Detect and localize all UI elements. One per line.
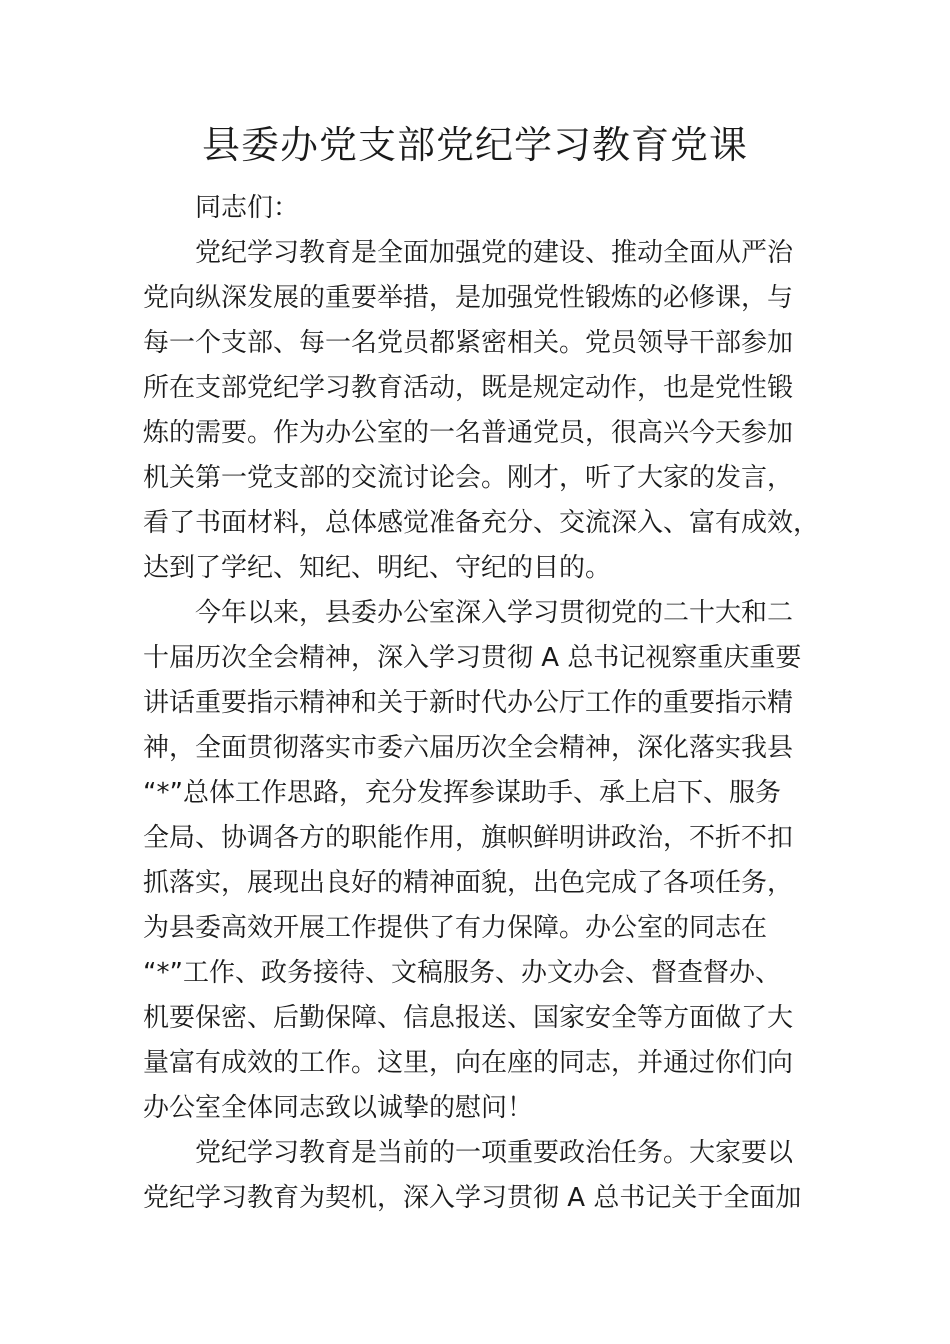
paragraph-line: “*”工作、政务接待、文稿服务、办文办会、督查督办、 [143, 958, 781, 988]
paragraph-line: 达到了学纪、知纪、明纪、守纪的目的。 [143, 553, 612, 583]
paragraph-line: 党纪学习教育是全面加强党的建设、推动全面从严治 [195, 238, 794, 268]
paragraph-line: 今年以来，县委办公室深入学习贯彻党的二十大和二 [195, 598, 794, 628]
document-body [143, 186, 820, 1221]
document-title: 县委办党支部党纪学习教育党课 [201, 123, 748, 167]
paragraph-line: “*”总体工作思路，充分发挥参谋助手、承上启下、服务 [143, 778, 781, 808]
paragraph-line: 为县委高效开展工作提供了有力保障。办公室的同志在 [143, 913, 768, 943]
salutation: 同志们： [195, 193, 300, 223]
paragraph-line: 量富有成效的工作。这里，向在座的同志，并通过你们向 [143, 1048, 794, 1078]
paragraph-line: 机关第一党支部的交流讨论会。刚才，听了大家的发言， [143, 463, 794, 493]
paragraph-line: 十届历次全会精神，深入学习贯彻 A 总书记视察重庆重要 [143, 643, 802, 673]
paragraph-3 [143, 1131, 807, 1221]
paragraph-line: 党纪学习教育为契机，深入学习贯彻 A 总书记关于全面加 [143, 1183, 802, 1213]
paragraph-line: 机要保密、后勤保障、信息报送、国家安全等方面做了大 [143, 1003, 794, 1033]
paragraph-line: 党纪学习教育是当前的一项重要政治任务。大家要以 [195, 1138, 794, 1168]
paragraph-line: 办公室全体同志致以诚挚的慰问！ [143, 1093, 534, 1123]
paragraph-line: 神，全面贯彻落实市委六届历次全会精神，深化落实我县 [143, 733, 794, 763]
paragraph-line: 炼的需要。作为办公室的一名普通党员，很高兴今天参加 [143, 418, 794, 448]
paragraph-line: 讲话重要指示精神和关于新时代办公厅工作的重要指示精 [143, 688, 794, 718]
paragraph-line: 全局、协调各方的职能作用，旗帜鲜明讲政治，不折不扣 [143, 823, 794, 853]
paragraph-line: 看了书面材料，总体感觉准备充分、交流深入、富有成效， [143, 508, 820, 538]
paragraph-line: 所在支部党纪学习教育活动，既是规定动作，也是党性锻 [143, 373, 794, 403]
paragraph-1 [143, 231, 820, 591]
paragraph-line: 抓落实，展现出良好的精神面貌，出色完成了各项任务， [143, 868, 794, 898]
paragraph-2 [143, 591, 807, 1131]
paragraph-line: 每一个支部、每一名党员都紧密相关。党员领导干部参加 [143, 328, 794, 358]
paragraph-line: 党向纵深发展的重要举措，是加强党性锻炼的必修课，与 [143, 283, 794, 313]
